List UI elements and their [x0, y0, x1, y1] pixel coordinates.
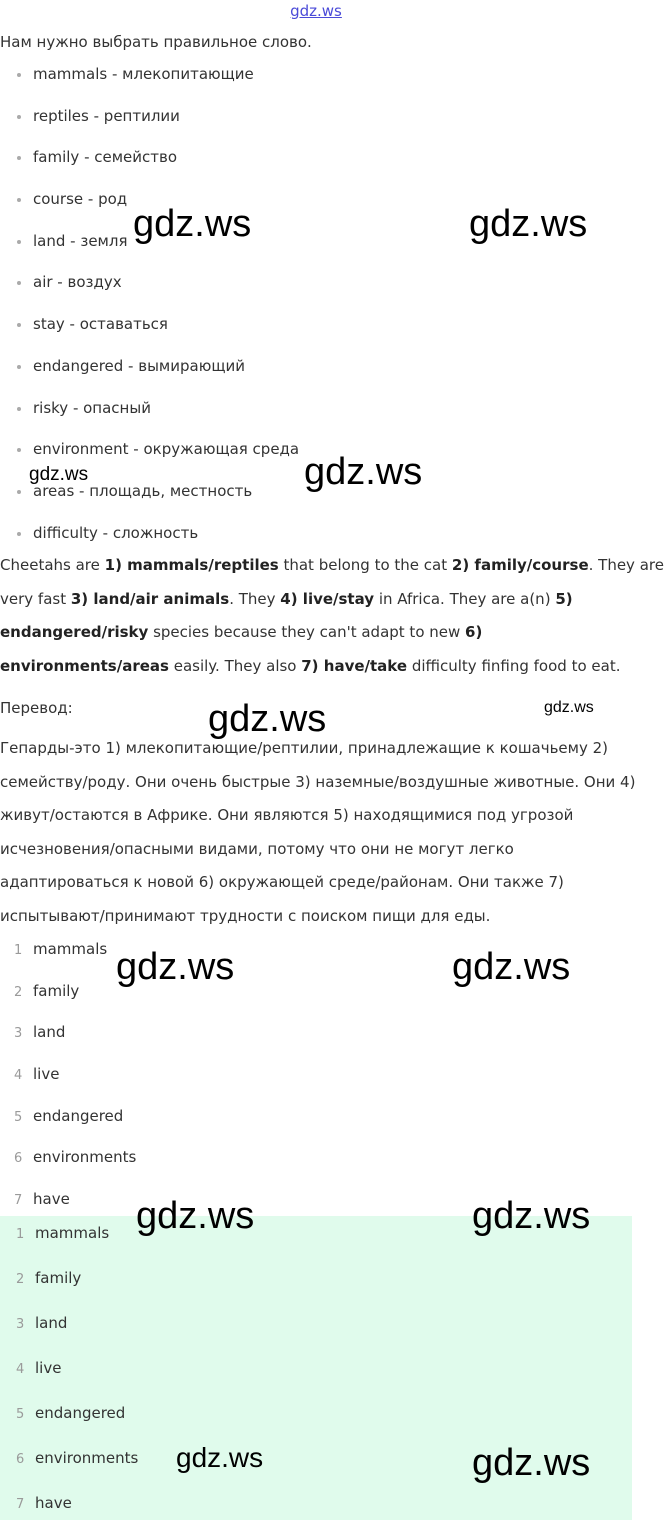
- text-line: испытывают/принимают трудности с поиском пищи для еды.: [0, 906, 491, 925]
- item-number: 6: [16, 1452, 25, 1467]
- text-span: . They are: [588, 556, 664, 574]
- answer-word: family: [33, 981, 80, 1000]
- list-item: [14, 1064, 136, 1106]
- choice-4: 4) live/stay: [280, 589, 375, 608]
- item-number: 4: [16, 1362, 25, 1377]
- watermark: gdz.ws: [469, 203, 588, 245]
- item-number: 6: [14, 1151, 23, 1167]
- item-number: 4: [14, 1068, 23, 1084]
- list-item: stay - оставаться: [14, 314, 299, 356]
- intro-text: Нам нужно выбрать правильное слово.: [0, 33, 312, 51]
- watermark: gdz.ws: [544, 699, 594, 716]
- list-item: [16, 1268, 138, 1313]
- watermark: gdz.ws: [29, 464, 89, 485]
- watermark: gdz.ws: [133, 203, 252, 245]
- watermark: gdz.ws: [208, 698, 327, 740]
- list-item: reptiles - рептилии: [14, 106, 299, 148]
- answer-word: land: [33, 1023, 66, 1042]
- answer-word: family: [35, 1269, 82, 1287]
- text-line: [0, 650, 632, 684]
- item-number: 2: [16, 1272, 25, 1287]
- list-item: [16, 1223, 138, 1268]
- text-span: Cheetahs are: [0, 556, 105, 574]
- list-item: [14, 1022, 136, 1064]
- item-number: 3: [16, 1317, 25, 1332]
- list-item: course - род: [14, 189, 299, 231]
- list-item: family - семейство: [14, 147, 299, 189]
- text-line: исчезновения/опасными видами, потому что они не могут легко: [0, 839, 514, 858]
- text-line: [0, 616, 632, 650]
- answer-word: endangered: [33, 1106, 124, 1125]
- highlighted-answers-list: [16, 1223, 138, 1538]
- english-exercise-text: [0, 549, 664, 683]
- item-number: 5: [16, 1407, 25, 1422]
- watermark: gdz.ws: [472, 1442, 591, 1484]
- list-item: endangered - вымирающий: [14, 356, 299, 398]
- watermark: gdz.ws: [452, 946, 571, 988]
- list-item: [16, 1403, 138, 1448]
- answer-word: mammals: [35, 1224, 110, 1242]
- text-line: [0, 583, 632, 617]
- list-item: [16, 1448, 138, 1493]
- choice-6: environments/areas: [0, 656, 169, 675]
- text-span: . They: [229, 589, 281, 608]
- answer-word: endangered: [35, 1404, 126, 1422]
- list-item: [16, 1313, 138, 1358]
- text-span: difficulty finfing food to eat.: [407, 656, 621, 675]
- list-item: [16, 1358, 138, 1403]
- choice-5-number: 5): [555, 589, 573, 608]
- russian-translation-text: [0, 732, 636, 933]
- choice-6-number: 6): [465, 623, 483, 641]
- watermark: gdz.ws: [472, 1195, 591, 1237]
- translation-label: Перевод:: [0, 699, 73, 717]
- list-item: [16, 1493, 138, 1538]
- text-span: species because they can't adapt to new: [148, 623, 466, 641]
- item-number: 7: [14, 1193, 23, 1209]
- text-line: Гепарды-это 1) млекопитающие/рептилии, принадлежащие к кошачьему 2): [0, 739, 609, 757]
- list-item: land - земля: [14, 231, 299, 273]
- text-line: живут/остаются в Африке. Они являются 5) находящимися под угрозой: [0, 806, 574, 824]
- watermark: gdz.ws: [116, 946, 235, 988]
- answer-word: have: [35, 1494, 72, 1512]
- item-number: 1: [14, 943, 23, 958]
- item-number: 2: [14, 984, 23, 1000]
- item-number: 1: [16, 1227, 25, 1242]
- list-item: air - воздух: [14, 272, 299, 314]
- site-link[interactable]: gdz.ws: [290, 2, 342, 20]
- answer-word: environments: [35, 1449, 139, 1467]
- answer-word: live: [33, 1065, 60, 1084]
- choice-2: 2) family/course: [451, 556, 589, 574]
- item-number: 7: [16, 1497, 25, 1512]
- list-item: [14, 1147, 136, 1189]
- answer-word: live: [35, 1359, 62, 1377]
- answer-word: environments: [33, 1148, 137, 1167]
- choice-1: 1) mammals/reptiles: [104, 556, 279, 574]
- answer-word: have: [33, 1190, 70, 1209]
- text-span: that belong to the cat: [278, 556, 452, 574]
- text-line: семейству/роду. Они очень быстрые 3) наземные/воздушные животные. Они 4): [0, 772, 636, 791]
- list-item: difficulty - сложность: [14, 523, 299, 565]
- text-line: адаптироваться к новой 6) окружающей среде/районам. Они также 7): [0, 873, 564, 891]
- list-item: mammals - млекопитающие: [14, 64, 299, 106]
- list-item: [14, 1106, 136, 1148]
- answer-word: mammals: [33, 940, 108, 958]
- text-span: very fast: [0, 589, 71, 608]
- item-number: 5: [14, 1109, 23, 1125]
- text-span: easily. They also: [168, 656, 302, 675]
- list-item: environment - окружающая среда: [14, 439, 299, 481]
- list-item: areas - площадь, местность: [14, 481, 299, 523]
- watermark: gdz.ws: [304, 451, 423, 493]
- vocabulary-list: [14, 64, 299, 564]
- text-span: in Africa. They are a(n): [374, 589, 556, 608]
- choice-3: 3) land/air animals: [70, 589, 230, 608]
- text-line: [0, 549, 664, 583]
- watermark: gdz.ws: [136, 1195, 255, 1237]
- answer-word: land: [35, 1314, 68, 1332]
- watermark: gdz.ws: [176, 1442, 264, 1473]
- choice-7: 7) have/take: [301, 656, 408, 675]
- item-number: 3: [14, 1026, 23, 1042]
- choice-5: endangered/risky: [0, 623, 149, 641]
- list-item: risky - опасный: [14, 398, 299, 440]
